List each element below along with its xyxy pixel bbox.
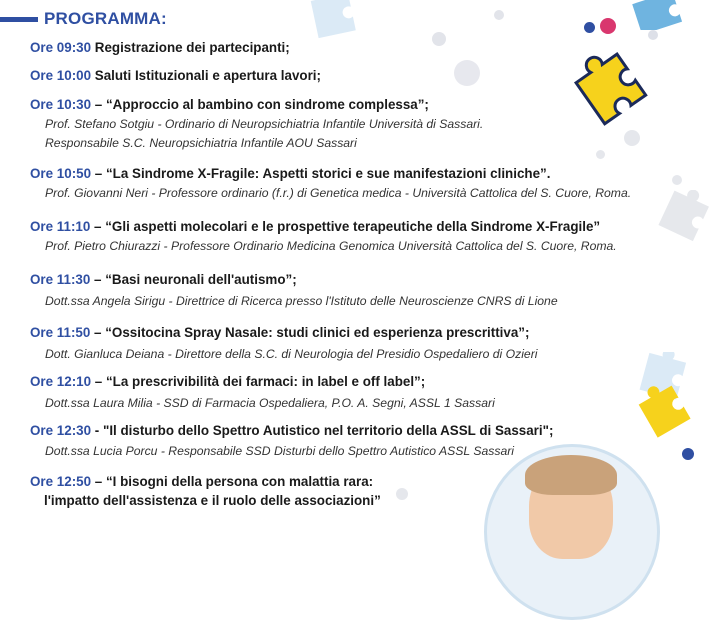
- item-title: “Approccio al bambino con sindrome complessa”;: [105, 97, 429, 112]
- decor-dot: [584, 22, 595, 33]
- item-title: Registrazione dei partecipanti;: [94, 40, 290, 55]
- decor-dot: [494, 10, 504, 20]
- item-title: Saluti Istituzionali e apertura lavori;: [94, 68, 321, 83]
- child-hair: [525, 455, 617, 495]
- item-time: Ore 11:10: [30, 219, 91, 234]
- decor-dot: [648, 30, 658, 40]
- item-speaker: Dott.ssa Lucia Porcu - Responsabile SSD Disturbi dello Spettro Autistico ASSL Sassari: [45, 444, 514, 458]
- item-title: “Ossitocina Spray Nasale: studi clinici ed esperienza prescrittiva”;: [105, 325, 530, 340]
- decor-dot: [624, 130, 640, 146]
- item-title-continuation: l'impatto dell'assistenza e il ruolo delle associazioni”: [44, 493, 381, 508]
- item-speaker: Prof. Pietro Chiurazzi - Professore Ordinario Medicina Genomica Università Cattolica del S. Cuore, Roma.: [45, 239, 617, 253]
- program-item: [30, 39, 290, 56]
- item-title: “I bisogni della persona con malattia rara:: [105, 474, 374, 489]
- item-speaker: Dott.ssa Laura Milia - SSD di Farmacia Ospedaliera, P.O. A. Segni, ASSL 1 Sassari: [45, 396, 495, 410]
- decor-dot: [432, 32, 446, 46]
- item-time: Ore 12:10: [30, 374, 92, 389]
- program-item: Ore 10:30 – “Approccio al bambino con sindrome complessa”; Prof. Stefano Sotgiu - Ordinario di Neuropsichiatria Infantile Università di Sassari. Responsabile S.C. Neuropsichiatria Infantile AOU Sassari: [30, 97, 484, 150]
- item-time: Ore 10:00: [30, 68, 92, 83]
- decor-dot: [596, 150, 605, 159]
- item-speaker: Responsabile S.C. Neuropsichiatria Infantile AOU Sassari: [45, 136, 357, 150]
- program-title: PROGRAMMA:: [44, 9, 167, 28]
- item-speaker: Dott.ssa Angela Sirigu - Direttrice di Ricerca presso l'Istituto delle Neuroscienze CNRS di Lione: [45, 294, 558, 308]
- program-item: Ore 11:30 – “Basi neuronali dell'autismo”; Dott.ssa Angela Sirigu - Direttrice di Ricerca presso l'Istituto delle Neuroscienze CNRS di Lione: [30, 272, 558, 308]
- puzzle-piece-icon: [636, 382, 696, 442]
- item-time: Ore 11:30: [30, 272, 91, 287]
- program-item: Ore 12:10 – “La prescrivibilità dei farmaci: in label e off label”; Dott.ssa Laura Milia - SSD di Farmacia Ospedaliera, P.O. A. Segni, ASSL 1 Sassari: [30, 374, 495, 410]
- puzzle-piece-icon: [306, 0, 366, 38]
- decor-dot: [396, 488, 408, 500]
- item-time: Ore 09:30: [30, 40, 92, 55]
- puzzle-piece-icon: [630, 0, 690, 30]
- decor-dot: [682, 448, 694, 460]
- item-title: “Gli aspetti molecolari e le prospettive terapeutiche della Sindrome X-Fragile”: [105, 219, 601, 234]
- header-accent-bar: [0, 17, 38, 22]
- item-title: "Il disturbo dello Spettro Autistico nel territorio della ASSL di Sassari";: [99, 423, 554, 438]
- program-item: [30, 67, 321, 84]
- program-item: Ore 12:50 – “I bisogni della persona con malattia rara: l'impatto dell'assistenza e il ruolo delle associazioni”: [30, 474, 381, 508]
- program-header: [0, 6, 167, 32]
- program-item: Ore 10:50 – “La Sindrome X-Fragile: Aspetti storici e sue manifestazioni cliniche”. Prof. Giovanni Neri - Professore ordinario (f.r.) di Genetica medica - Università Cattolica del S. Cuore, Roma.: [30, 166, 632, 200]
- item-time: Ore 12:50: [30, 474, 92, 489]
- decor-dot: [600, 18, 616, 34]
- puzzle-piece-icon: [656, 190, 716, 246]
- item-speaker: Dott. Gianluca Deiana - Direttore della S.C. di Neurologia del Presidio Ospedaliero di Ozieri: [45, 347, 538, 361]
- item-time: Ore 11:50: [30, 325, 91, 340]
- item-title: “La Sindrome X-Fragile: Aspetti storici e sue manifestazioni cliniche”.: [105, 166, 551, 181]
- item-title: “La prescrivibilità dei farmaci: in label e off label”;: [105, 374, 426, 389]
- puzzle-piece-icon: [570, 44, 656, 126]
- item-time: Ore 10:50: [30, 166, 92, 181]
- child-photo: [484, 444, 660, 620]
- item-speaker: Prof. Stefano Sotgiu - Ordinario di Neuropsichiatria Infantile Università di Sassari.: [45, 117, 484, 131]
- program-item: Ore 11:10 – “Gli aspetti molecolari e le prospettive terapeutiche della Sindrome X-Fragile” Prof. Pietro Chiurazzi - Professore Ordinario Medicina Genomica Università Cattolica del S. Cuore, Roma.: [30, 219, 617, 253]
- item-time: Ore 12:30: [30, 423, 92, 438]
- decor-dot: [672, 175, 682, 185]
- program-item: Ore 12:30 - "Il disturbo dello Spettro Autistico nel territorio della ASSL di Sassari"; Dott.ssa Lucia Porcu - Responsabile SSD Disturbi dello Spettro Autistico ASSL Sassari: [30, 423, 554, 458]
- program-item: Ore 11:50 – “Ossitocina Spray Nasale: studi clinici ed esperienza prescrittiva”; Dott. Gianluca Deiana - Direttore della S.C. di Neurologia del Presidio Ospedaliero di Ozieri: [30, 325, 538, 361]
- item-time: Ore 10:30: [30, 97, 92, 112]
- item-title: “Basi neuronali dell'autismo”;: [105, 272, 297, 287]
- item-speaker: Prof. Giovanni Neri - Professore ordinario (f.r.) di Genetica medica - Università Cattolica del S. Cuore, Roma.: [45, 186, 632, 200]
- decor-dot: [454, 60, 480, 86]
